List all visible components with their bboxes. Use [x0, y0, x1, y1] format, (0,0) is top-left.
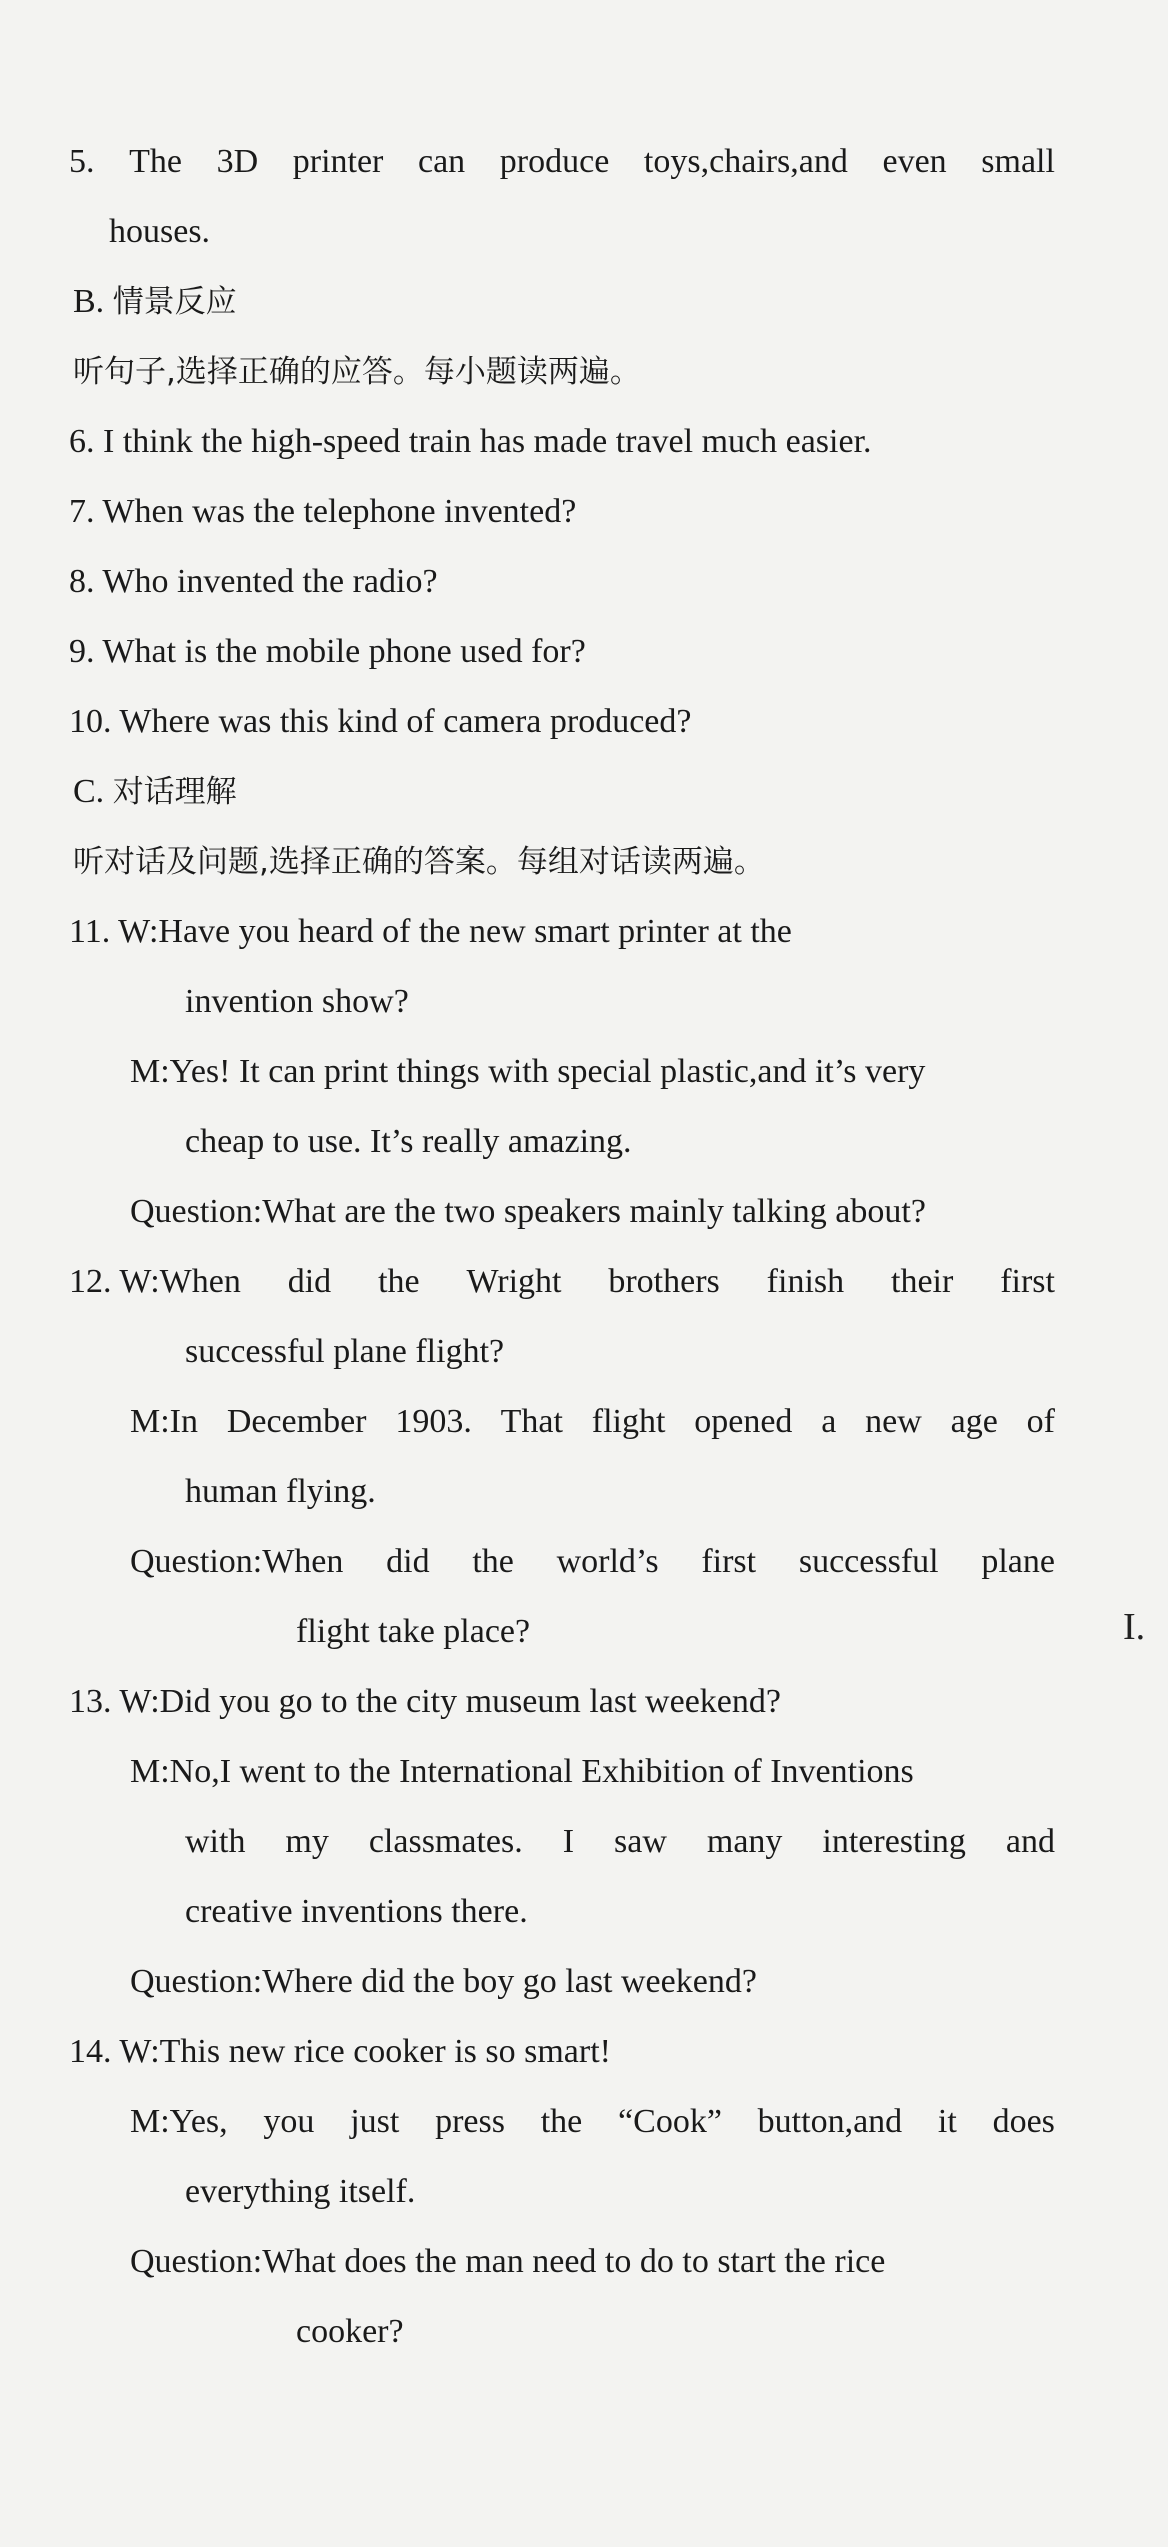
word: did — [287, 1263, 332, 1300]
word: many — [706, 1823, 783, 1860]
section-c-instruction: 听对话及问题,选择正确的答案。每组对话读两遍。 — [73, 844, 765, 880]
word: the — [378, 1263, 420, 1300]
word: it — [937, 2103, 957, 2140]
word: did — [386, 1543, 430, 1580]
q5-number: 5. — [69, 143, 95, 180]
word: classmates. — [368, 1823, 523, 1860]
q5-continuation: houses. — [109, 213, 211, 250]
word: interesting — [822, 1823, 966, 1860]
word: produce — [499, 143, 610, 180]
section-title: 情景反应 — [112, 284, 237, 320]
word: Question:When — [130, 1543, 344, 1580]
section-b-heading — [73, 280, 237, 324]
d14-question: Question:What does the man need to do to start the rice — [130, 2243, 886, 2280]
d14-woman-line: 14. W:This new rice cooker is so smart! — [69, 2033, 611, 2070]
d11-woman-line-2: invention show? — [185, 983, 409, 1020]
word: just — [350, 2103, 400, 2140]
word: 1903. — [395, 1403, 472, 1440]
d12-man-line-2: human flying. — [185, 1473, 376, 1510]
question-8: 8. Who invented the radio? — [69, 563, 438, 600]
word: their — [891, 1263, 954, 1300]
word: The — [129, 143, 182, 180]
d12-question-2: flight take place? — [296, 1613, 531, 1650]
section-b-instruction: 听句子,选择正确的应答。每小题读两遍。 — [73, 354, 641, 390]
d11-man-line: M:Yes! It can print things with special plastic,and it’s very — [130, 1053, 926, 1090]
question-7: 7. When was the telephone invented? — [69, 493, 577, 530]
word: finish — [766, 1263, 845, 1300]
word: with — [185, 1823, 246, 1860]
word: successful — [798, 1543, 939, 1580]
word: December — [226, 1403, 367, 1440]
side-mark: I. — [1123, 1606, 1146, 1648]
question-10: 10. Where was this kind of camera produced? — [69, 703, 692, 740]
d11-question: Question:What are the two speakers mainly talking about? — [130, 1193, 926, 1230]
word: new — [865, 1403, 922, 1440]
q5-line — [69, 140, 1055, 184]
section-c-heading — [73, 770, 237, 814]
word: small — [981, 143, 1055, 180]
word: first — [1000, 1263, 1055, 1300]
question-6: 6. I think the high-speed train has made travel much easier. — [69, 423, 872, 460]
word: button,and — [757, 2103, 903, 2140]
d13-man-line-2 — [185, 1820, 1055, 1864]
d14-man-line — [130, 2100, 1055, 2144]
d13-man-line: M:No,I went to the International Exhibition of Inventions — [130, 1753, 914, 1790]
section-letter: B. — [73, 283, 105, 320]
word: That — [500, 1403, 563, 1440]
word: world’s — [556, 1543, 659, 1580]
word: M:Yes, — [130, 2103, 228, 2140]
word: of — [1026, 1403, 1055, 1440]
d12-man-line — [130, 1400, 1055, 1444]
word: opened — [694, 1403, 793, 1440]
word: flight — [591, 1403, 666, 1440]
d13-man-line-3: creative inventions there. — [185, 1893, 528, 1930]
section-letter: C. — [73, 773, 105, 810]
word: Wright — [466, 1263, 562, 1300]
word: M:In — [130, 1403, 198, 1440]
word: “Cook” — [618, 2103, 722, 2140]
d11-woman-line: 11. W:Have you heard of the new smart printer at the — [69, 913, 792, 950]
word: the — [472, 1543, 514, 1580]
word: 12. W:When — [69, 1263, 241, 1300]
word: printer — [292, 143, 384, 180]
word: my — [285, 1823, 329, 1860]
d13-question: Question:Where did the boy go last weekend? — [130, 1963, 757, 2000]
section-title: 对话理解 — [112, 774, 237, 810]
word: even — [882, 143, 947, 180]
word: toys,chairs,and — [643, 143, 848, 180]
word: and — [1005, 1823, 1055, 1860]
word: I — [562, 1823, 575, 1860]
word: brothers — [608, 1263, 720, 1300]
word: 3D — [216, 143, 259, 180]
word: first — [701, 1543, 757, 1580]
word: a — [821, 1403, 837, 1440]
word: you — [263, 2103, 315, 2140]
word: saw — [614, 1823, 667, 1860]
word: can — [418, 143, 466, 180]
word: does — [992, 2103, 1055, 2140]
d11-man-line-2: cheap to use. It’s really amazing. — [185, 1123, 632, 1160]
d14-question-2: cooker? — [296, 2313, 404, 2350]
question-9: 9. What is the mobile phone used for? — [69, 633, 586, 670]
word: age — [950, 1403, 998, 1440]
word: the — [540, 2103, 583, 2140]
d13-woman-line: 13. W:Did you go to the city museum last weekend? — [69, 1683, 781, 1720]
word: press — [435, 2103, 505, 2140]
d12-woman-line — [69, 1260, 1055, 1304]
d12-question — [130, 1540, 1055, 1584]
d14-man-line-2: everything itself. — [185, 2173, 416, 2210]
d12-woman-line-2: successful plane flight? — [185, 1333, 505, 1370]
word: plane — [981, 1543, 1055, 1580]
